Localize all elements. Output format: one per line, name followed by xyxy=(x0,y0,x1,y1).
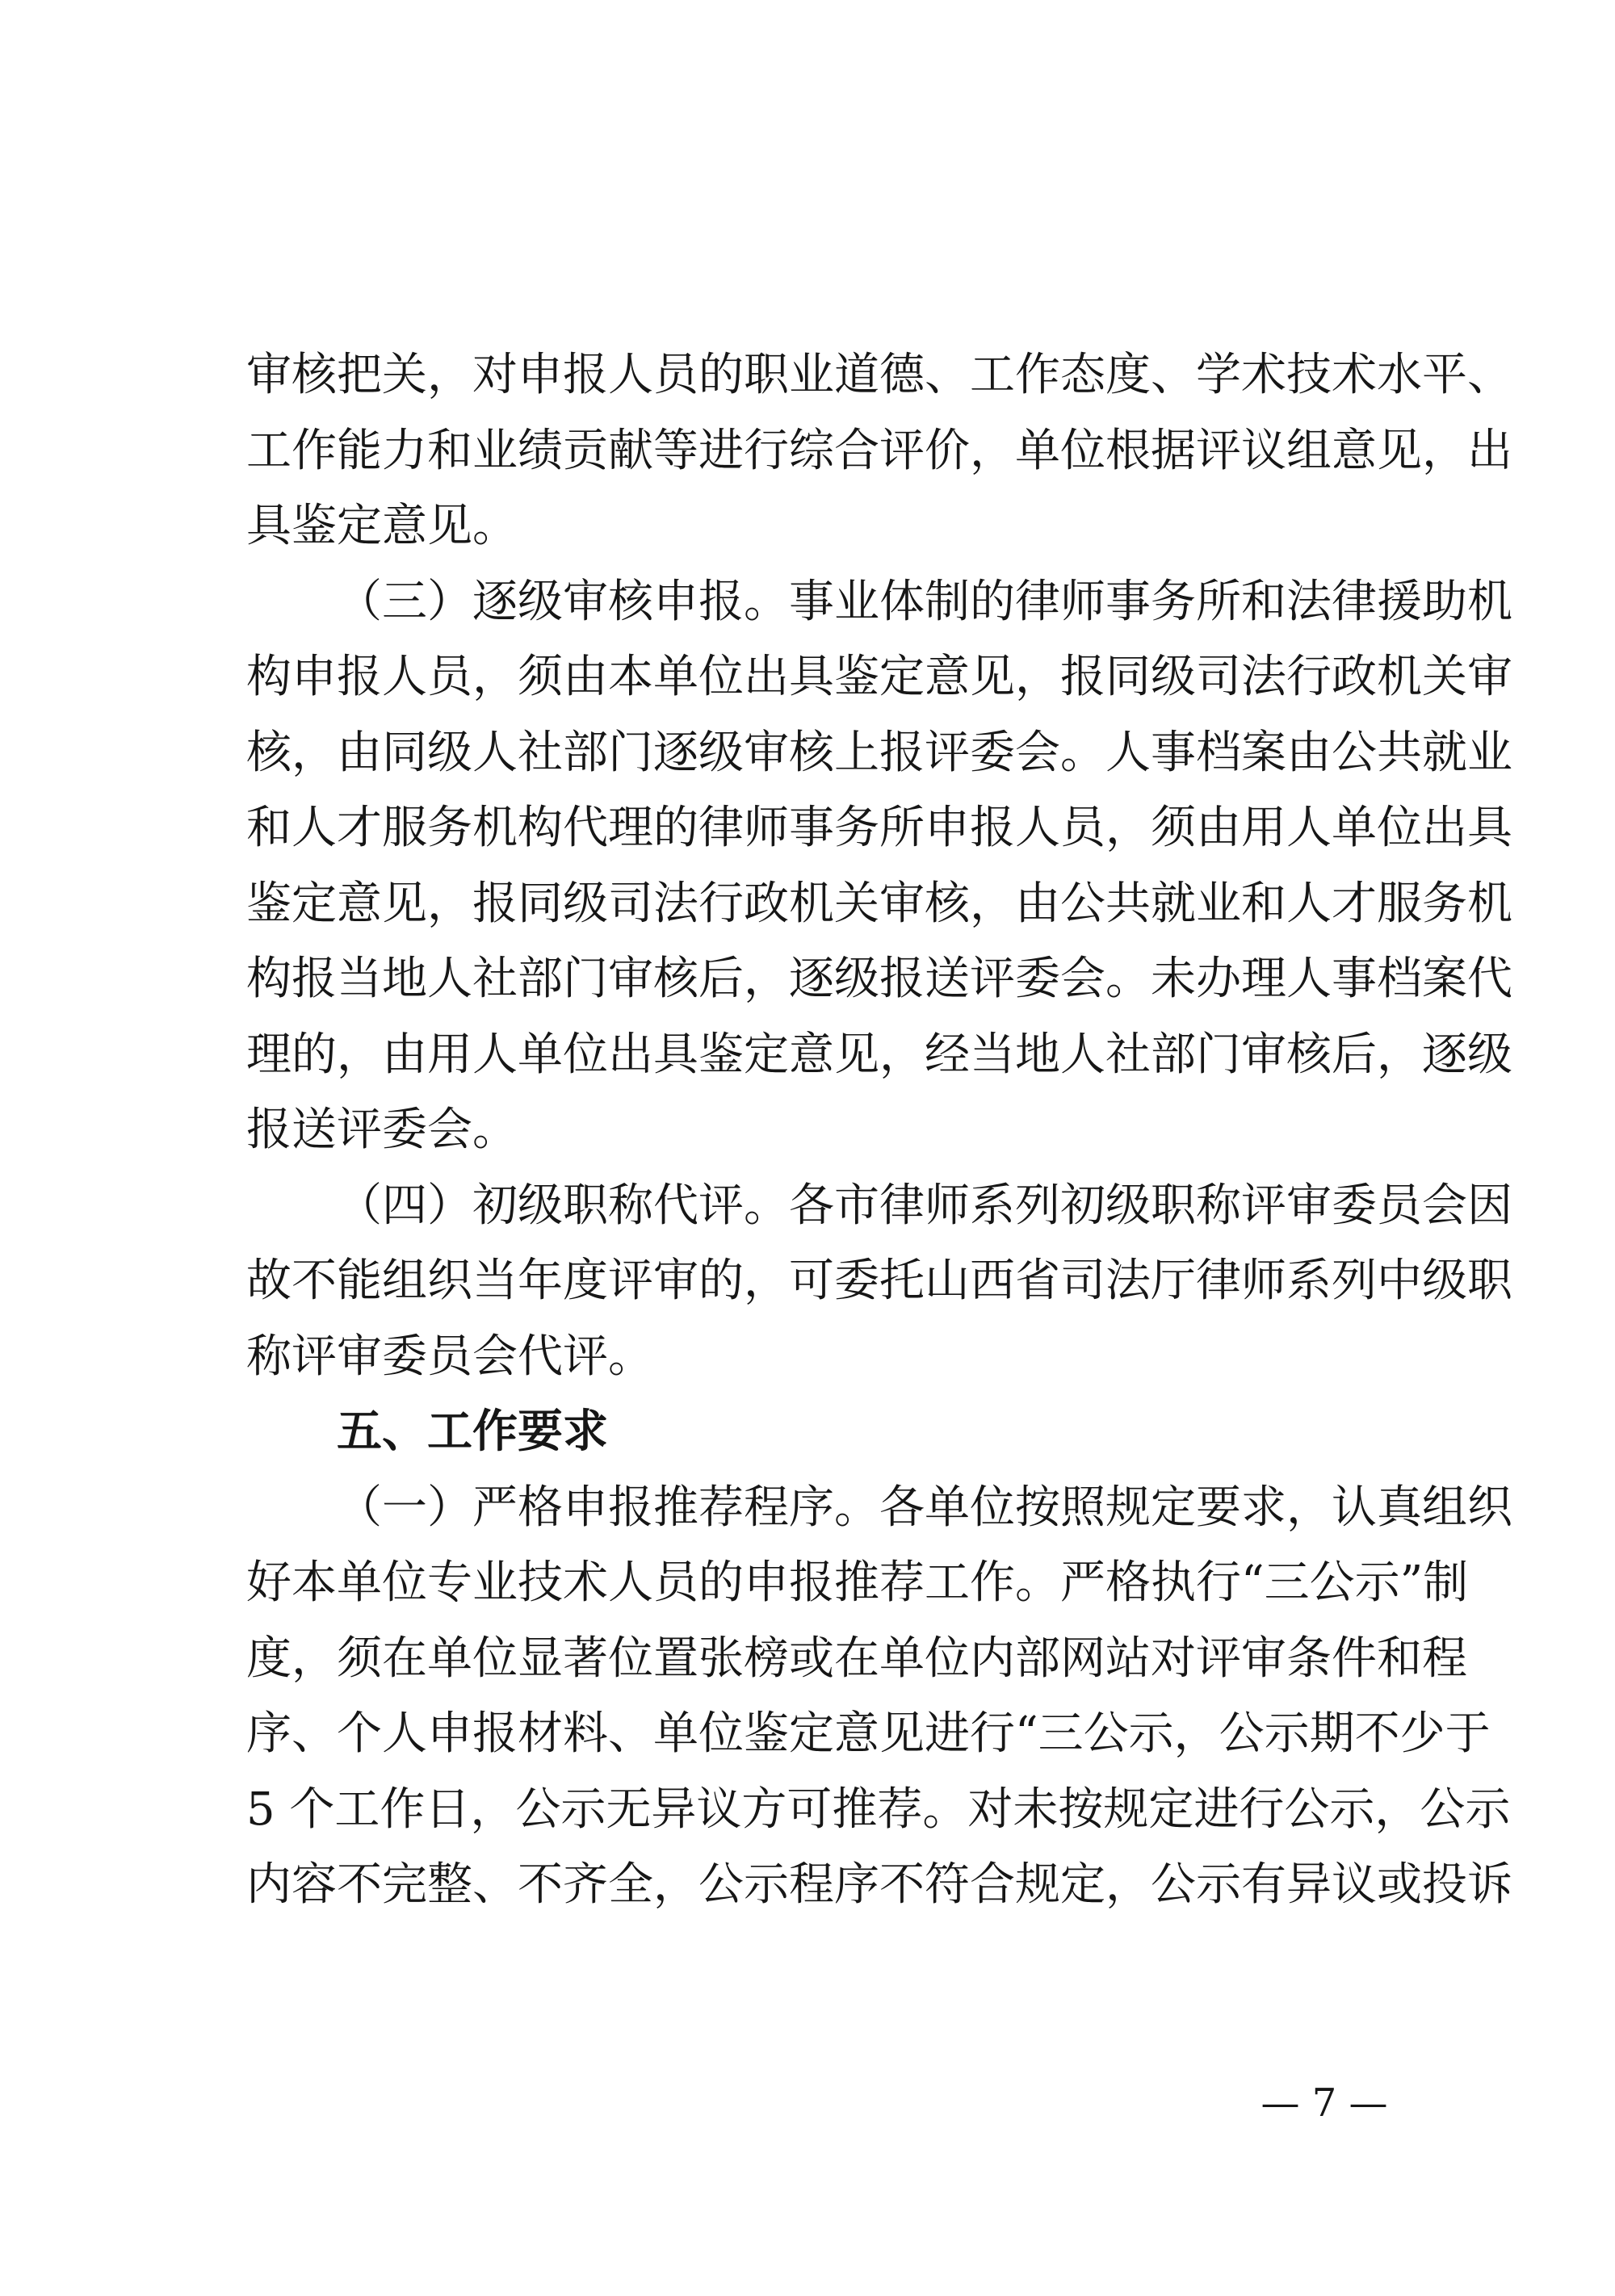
text-line: 理的，由用人单位出具鉴定意见，经当地人社部门审核后，逐级 xyxy=(246,1028,1512,1081)
text-line: （三）逐级审核申报。事业体制的律师事务所和法律援助机 xyxy=(337,575,1512,628)
text-line: 序、个人申报材料、单位鉴定意见进行“三公示，公示期不少于 xyxy=(246,1707,1491,1760)
text-line: 内容不完整、不齐全，公示程序不符合规定，公示有异议或投诉 xyxy=(246,1858,1512,1911)
text-line: （一）严格申报推荐程序。各单位按照规定要求，认真组织 xyxy=(337,1481,1512,1534)
text-line: 故不能组织当年度评审的，可委托山西省司法厅律师系列中级职 xyxy=(246,1255,1512,1307)
page-number: — 7 — xyxy=(1261,2080,1388,2126)
text-line: 和人才服务机构代理的律师事务所申报人员，须由用人单位出具 xyxy=(246,802,1512,854)
text-line: 报送评委会。 xyxy=(246,1104,518,1156)
text-line: 具鉴定意见。 xyxy=(246,500,518,552)
text-line: 鉴定意见，报同级司法行政机关审核，由公共就业和人才服务机 xyxy=(246,877,1512,930)
text-line: 好本单位专业技术人员的申报推荐工作。严格执行“三公示”制 xyxy=(246,1557,1469,1609)
text-line: 审核把关，对申报人员的职业道德、工作态度、学术技术水平、 xyxy=(246,349,1512,401)
text-line: 5 个工作日，公示无异议方可推荐。对未按规定进行公示，公示 xyxy=(246,1783,1511,1836)
text-line: 度，须在单位显著位置张榜或在单位内部网站对评审条件和程 xyxy=(246,1632,1467,1685)
text-line: 构报当地人社部门审核后，逐级报送评委会。未办理人事档案代 xyxy=(246,953,1512,1005)
text-line: 构申报人员，须由本单位出具鉴定意见，报同级司法行政机关审 xyxy=(246,651,1512,703)
body-text xyxy=(246,337,1512,1923)
text-line: （四）初级职称代评。各市律师系列初级职称评审委员会因 xyxy=(337,1179,1512,1232)
section-heading: 五、工作要求 xyxy=(337,1406,608,1458)
text-line: 称评审委员会代评。 xyxy=(246,1330,653,1383)
text-line: 核，由同级人社部门逐级审核上报评委会。人事档案由公共就业 xyxy=(246,726,1512,779)
text-line: 工作能力和业绩贡献等进行综合评价，单位根据评议组意见，出 xyxy=(246,424,1512,477)
